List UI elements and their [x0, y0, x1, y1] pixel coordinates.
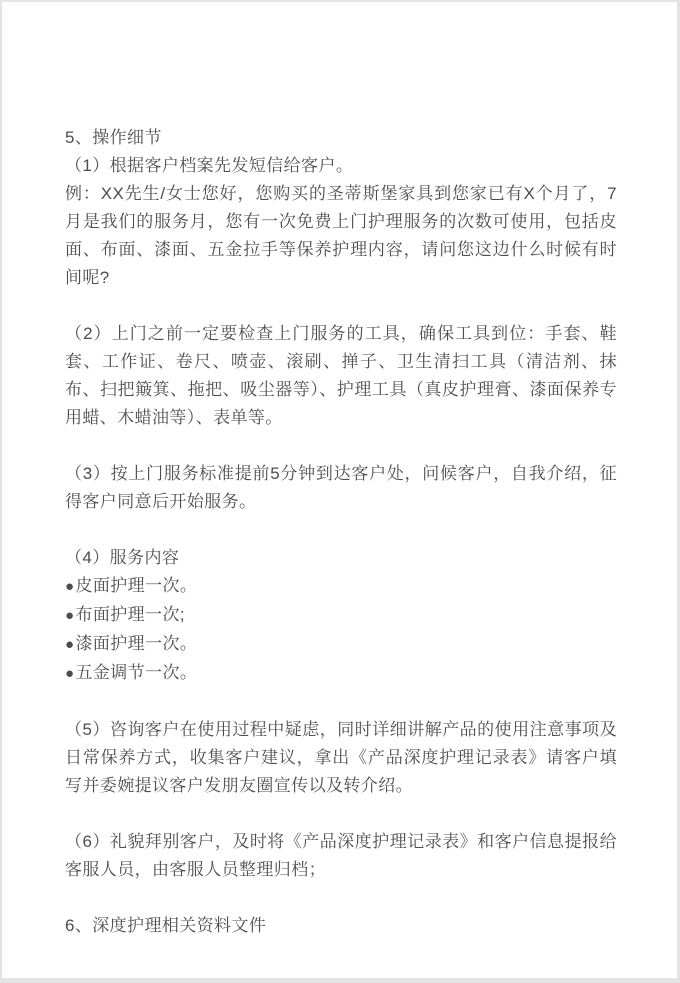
step-5-text: （5）咨询客户在使用过程中疑虑，同时详细讲解产品的使用注意事项及日常保养方式，收集客户建议，拿出《产品深度护理记录表》请客户填写并委婉提议客户发朋友圈宣传以及转介绍。: [65, 720, 617, 795]
bullet-icon: ●: [65, 665, 75, 682]
list-item: [65, 659, 617, 688]
step-3-text: （3）按上门服务标准提前5分钟到达客户处，问候客户，自我介绍，征得客户同意后开始服务。: [65, 464, 617, 511]
section-5-heading: 5、操作细节: [65, 128, 162, 147]
document-page: [2, 2, 677, 978]
service-items-list: [65, 572, 617, 688]
list-item-text: 布面护理一次;: [75, 605, 185, 624]
bullet-icon: ●: [65, 578, 75, 595]
list-item-text: 皮面护理一次。: [75, 576, 198, 595]
list-item-text: 五金调节一次。: [75, 663, 198, 682]
document-content: [65, 124, 617, 940]
step-2-text: （2）上门之前一定要检查上门服务的工具，确保工具到位：手套、鞋套、工作证、卷尺、喷壶、滚刷、掸子、卫生清扫工具（清洁剂、抹布、扫把簸箕、拖把、吸尘器等）、护理工具（真皮护理膏、漆面保养专用蜡、木蜡油等）、表单等。: [65, 324, 617, 427]
list-item: [65, 630, 617, 659]
bullet-icon: ●: [65, 607, 75, 624]
list-item: [65, 601, 617, 630]
step-1-text: （1）根据客户档案先发短信给客户。: [65, 156, 354, 175]
step-4-text: （4）服务内容: [65, 548, 180, 567]
section-6-heading: 6、深度护理相关资料文件: [65, 916, 267, 935]
list-item-text: 漆面护理一次。: [75, 634, 198, 653]
step-6-text: （6）礼貌拜别客户，及时将《产品深度护理记录表》和客户信息提报给客服人员，由客服人员整理归档；: [65, 832, 617, 879]
bullet-icon: ●: [65, 636, 75, 653]
step-1-example-text: 例：XX先生/女士您好，您购买的圣蒂斯堡家具到您家已有X个月了，7月是我们的服务月，您有一次免费上门护理服务的次数可使用，包括皮面、布面、漆面、五金拉手等保养护理内容，请问您这边什么时候有时间呢?: [65, 184, 617, 287]
list-item: [65, 572, 617, 601]
